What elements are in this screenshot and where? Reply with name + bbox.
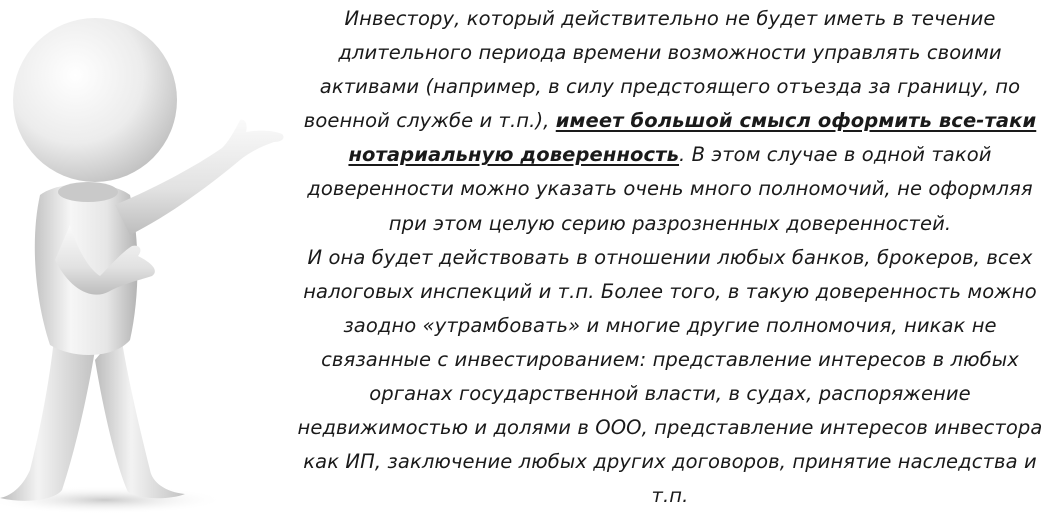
paragraph-1-rest: . В этом случае в одной такой доверенности можно указать очень много полномочий, не оформляя при этом целую серию разрозненных доверенностей. bbox=[307, 143, 1033, 235]
emphasis-text: имеет большой смысл оформить все-таки нотариальную доверенность bbox=[348, 109, 1037, 167]
presenter-figure-icon bbox=[0, 0, 300, 522]
paragraph-1 bbox=[296, 2, 1044, 241]
paragraph-1-intro: Инвестору, который действительно не будет иметь в течение длительного периода времени возможности управлять своими активами (например, в силу предстоящего отъезда за границу, по военной службе и т.п.), bbox=[303, 7, 1021, 133]
figure-head bbox=[13, 18, 177, 182]
main-text bbox=[296, 2, 1044, 513]
figure-leg-front bbox=[0, 330, 95, 501]
figure-leg-back bbox=[95, 330, 185, 498]
paragraph-2: И она будет действовать в отношении любых банков, брокеров, всех налоговых инспекций и т.п. Более того, в такую доверенность можно заодно «утрамбовать» и многие другие полномочия, никак не связанные с инвестированием: представление интересов в любых органах государственной власти, в судах, распоряжение недвижимостью и долями в ООО, представление интересов инвестора как ИП, заключение любых других договоров, принятие наследства и т.п. bbox=[297, 245, 1043, 508]
figure-neck bbox=[58, 182, 118, 202]
